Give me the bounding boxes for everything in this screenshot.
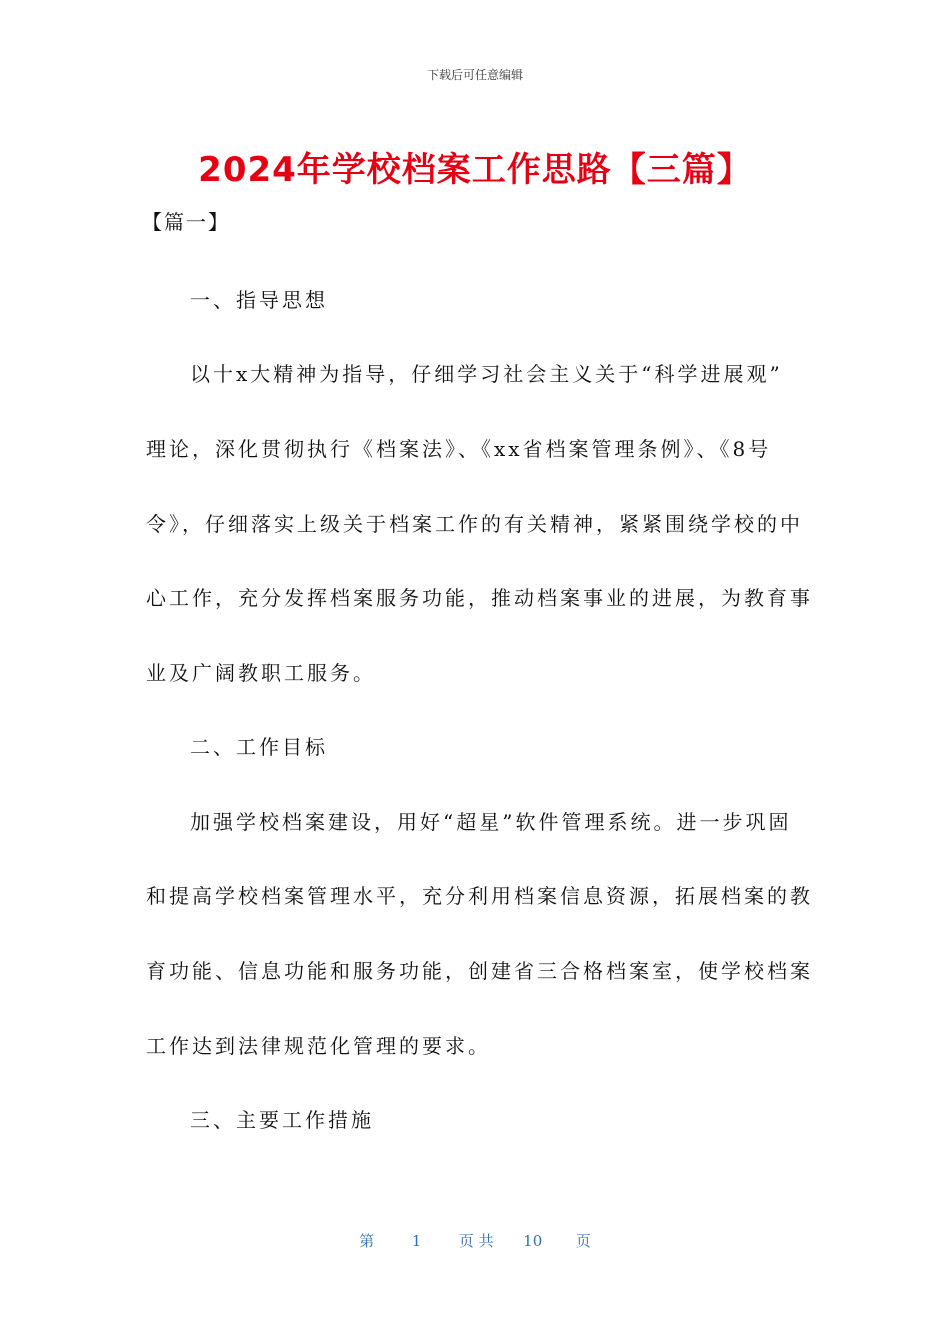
heading-main-measures: 三、主要工作措施 [190, 1108, 374, 1132]
footer-total-pages: 10 [523, 1232, 543, 1250]
heading-work-goals: 二、工作目标 [190, 735, 328, 759]
paragraph-line: 业及广阔教职工服务。 [146, 661, 376, 685]
paragraph-line: 令》，仔细落实上级关于档案工作的有关精神，紧紧围绕学校的中 [146, 512, 803, 536]
paragraph-line: 育功能、信息功能和服务功能，创建省三合格档案室，使学校档案 [146, 959, 813, 983]
heading-guiding-ideology: 一、指导思想 [190, 288, 328, 312]
paragraph-line: 理论，深化贯彻执行《档案法》、《xx省档案管理条例》、《8号 [146, 437, 772, 461]
paragraph-line: 和提高学校档案管理水平，充分利用档案信息资源，拓展档案的教 [146, 884, 813, 908]
header-note: 下载后可任意编辑 [426, 68, 523, 82]
paragraph-line: 加强学校档案建设，用好“超星”软件管理系统。进一步巩固 [190, 810, 792, 834]
document-title: 2024年学校档案工作思路【三篇】 [198, 150, 752, 190]
page-footer [0, 1230, 950, 1251]
footer-suffix: 页 [575, 1232, 591, 1250]
paragraph-line: 以十x大精神为指导，仔细学习社会主义关于“科学进展观” [190, 362, 783, 386]
footer-page-number: 1 [411, 1232, 422, 1250]
paragraph-line: 心工作，充分发挥档案服务功能，推动档案事业的进展，为教育事 [146, 586, 813, 610]
footer-prefix: 第 [359, 1232, 375, 1250]
section-tag: 【篇一】 [142, 210, 230, 234]
footer-middle: 页 共 [458, 1232, 494, 1250]
paragraph-line: 工作达到法律规范化管理的要求。 [146, 1034, 491, 1058]
